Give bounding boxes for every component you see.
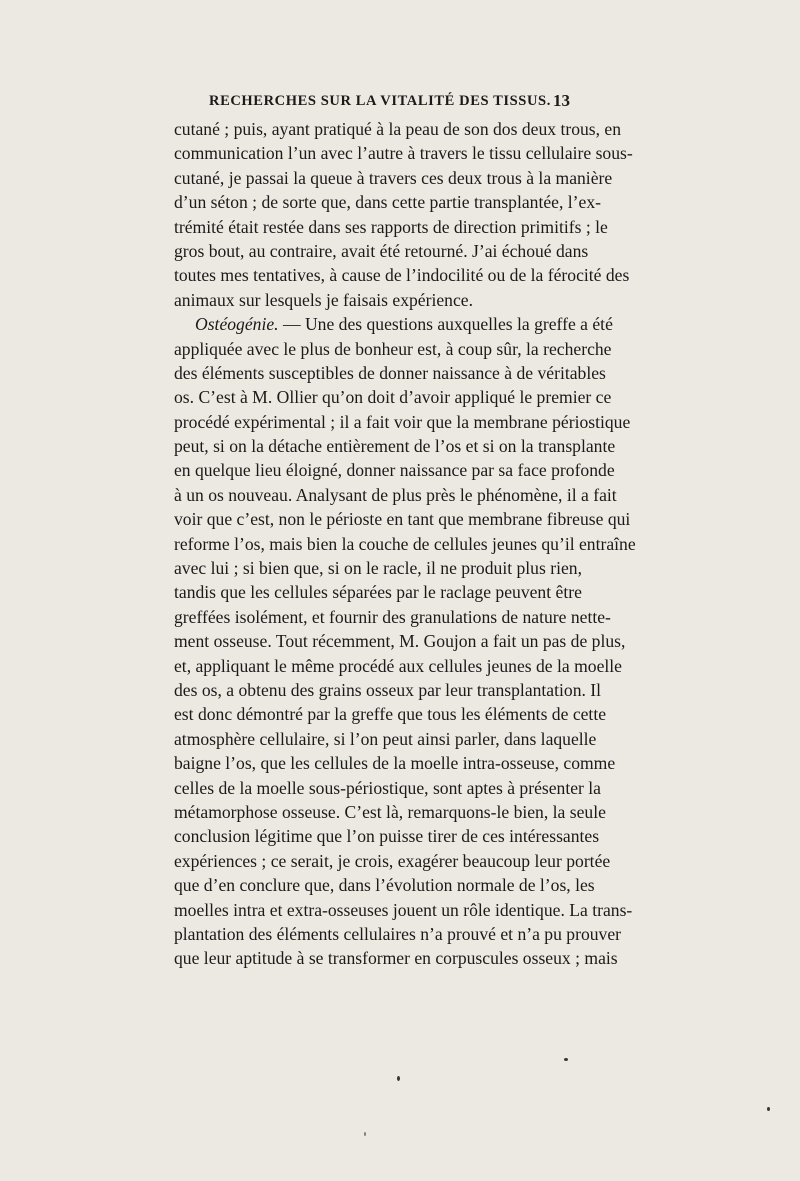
paragraph-2-line: en quelque lieu éloigné, donner naissance par sa face profonde xyxy=(174,460,615,481)
paragraph-1-line: cutané ; puis, ayant pratiqué à la peau de son dos deux trous, en xyxy=(174,119,622,139)
paragraph-2-line: baigne l’os, que les cellules de la moelle intra-osseuse, comme xyxy=(174,753,616,774)
paragraph-2-line: greffées isolément, et fournir des granulations de nature nette- xyxy=(174,606,611,627)
paragraph-2-line: procédé expérimental ; il a fait voir que la membrane périostique xyxy=(174,411,631,432)
paragraph-2-line: des os, a obtenu des grains osseux par leur transplantation. Il xyxy=(174,679,602,700)
page-number: 13 xyxy=(553,91,570,110)
paper-speck xyxy=(564,1058,568,1061)
paragraph-2-line: que d’en conclure que, dans l’évolution normale de l’os, les xyxy=(174,875,595,896)
paragraph-1-line: cutané, je passai la queue à travers ces deux trous à la manière xyxy=(174,167,613,188)
paragraph-2-line: voir que c’est, non le périoste en tant que membrane fibreuse qui xyxy=(174,509,631,530)
section-heading-osteogenie: Ostéogénie. xyxy=(195,314,279,335)
paragraph-2-line: moelles intra et extra-osseuses jouent un rôle identique. La trans- xyxy=(174,899,633,920)
paragraph-2-line: que leur aptitude à se transformer en corpuscules osseux ; mais xyxy=(174,948,618,969)
paragraph-2-line: tandis que les cellules séparées par le raclage peuvent être xyxy=(174,582,582,603)
paragraph-2-line: avec lui ; si bien que, si on le racle, il ne produit plus rien, xyxy=(174,558,582,579)
paragraph-2-line: expériences ; ce serait, je crois, exagérer beaucoup leur portée xyxy=(174,850,611,871)
body-text xyxy=(174,117,636,971)
running-title: RECHERCHES SUR LA VITALITÉ DES TISSUS. xyxy=(209,93,551,109)
paragraph-2-line: ment osseuse. Tout récemment, M. Goujon a fait un pas de plus, xyxy=(174,631,626,652)
paragraph-1-line: gros bout, au contraire, avait été retourné. J’ai échoué dans xyxy=(174,240,589,261)
paragraph-2-line: os. C’est à M. Ollier qu’on doit d’avoir appliqué le premier ce xyxy=(174,387,612,408)
paragraph-2-line: des éléments susceptibles de donner naissance à de véritables xyxy=(174,362,606,383)
paragraph-2-line: à un os nouveau. Analysant de plus près le phénomène, il a fait xyxy=(174,484,617,505)
paper-speck xyxy=(397,1076,400,1081)
paragraph-1-last-line: animaux sur lesquels je faisais expérience. xyxy=(174,289,473,310)
running-head xyxy=(0,93,800,117)
paragraph-1-line: communication l’un avec l’autre à travers le tissu cellulaire sous- xyxy=(174,143,633,164)
paragraph-2-line: et, appliquant le même procédé aux cellules jeunes de la moelle xyxy=(174,655,622,676)
paragraph-2-line: celles de la moelle sous-périostique, sont aptes à présenter la xyxy=(174,777,601,798)
paragraph-1-line: trémité était restée dans ses rapports de direction primitifs ; le xyxy=(174,216,608,237)
paragraph-2-line: appliquée avec le plus de bonheur est, à coup sûr, la recherche xyxy=(174,338,612,359)
paragraph-2-first-line-text: — Une des questions auxquelles la greffe a été xyxy=(278,314,613,335)
paper-speck xyxy=(767,1107,770,1111)
paragraph-2-line: métamorphose osseuse. C’est là, remarquons-le bien, la seule xyxy=(174,801,606,822)
paragraph-2-line: conclusion légitime que l’on puisse tirer de ces intéressantes xyxy=(174,826,600,847)
paragraph-2-line: peut, si on la détache entièrement de l’os et si on la transplante xyxy=(174,436,616,457)
paragraph-2-line: atmosphère cellulaire, si l’on peut ainsi parler, dans laquelle xyxy=(174,728,597,749)
paragraph-2-line: reforme l’os, mais bien la couche de cellules jeunes qu’il entraîne xyxy=(174,533,636,554)
paragraph-1-line: d’un séton ; de sorte que, dans cette partie transplantée, l’ex- xyxy=(174,192,601,213)
paper-speck xyxy=(364,1132,366,1136)
paragraph-1-line: toutes mes tentatives, à cause de l’indocilité ou de la férocité des xyxy=(174,265,630,286)
paragraph-2-line: plantation des éléments cellulaires n’a prouvé et n’a pu prouver xyxy=(174,923,622,944)
paragraph-2-line: est donc démontré par la greffe que tous les éléments de cette xyxy=(174,704,607,725)
paragraph-2-first-line xyxy=(174,312,613,336)
